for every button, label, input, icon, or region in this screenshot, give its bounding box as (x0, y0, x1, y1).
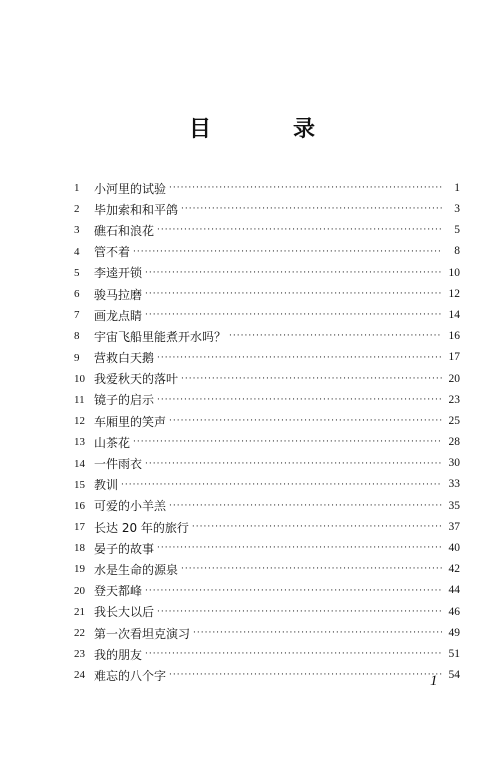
toc-entry-title: 难忘的八个字 (94, 668, 167, 683)
toc-entry-number: 9 (74, 351, 80, 364)
toc-entry-page: 40 (448, 542, 460, 555)
toc-entry-title: 我爱秋天的落叶 (94, 372, 179, 387)
toc-dot-leader (133, 438, 442, 447)
toc-dot-leader (169, 417, 442, 426)
toc-entry-page: 8 (454, 245, 460, 258)
toc-entry-number: 21 (74, 605, 85, 618)
toc-entry-title: 宇宙飞船里能煮开水吗？ (94, 329, 227, 344)
toc-entry (74, 496, 460, 517)
toc-entry (74, 178, 460, 199)
toc-entry (74, 517, 460, 538)
toc-entry-page: 54 (448, 669, 460, 682)
toc-entry-page: 1 (454, 181, 460, 194)
toc-entry-title: 晏子的故事 (94, 541, 155, 556)
toc-entry-number: 23 (74, 648, 85, 661)
toc-entry (74, 242, 460, 263)
toc-entry-title: 水是生命的源泉 (94, 562, 179, 577)
toc-dot-leader (145, 460, 442, 469)
toc-dot-leader (169, 502, 442, 511)
table-of-contents (74, 178, 460, 687)
toc-entry-number: 19 (74, 563, 85, 576)
toc-entry-number: 5 (74, 266, 80, 279)
toc-entry-number: 10 (74, 372, 85, 385)
toc-entry-page: 30 (448, 457, 460, 470)
toc-dot-leader (193, 629, 442, 638)
toc-entry-page: 35 (448, 499, 460, 512)
toc-dot-leader (145, 311, 442, 320)
toc-entry-number: 20 (74, 584, 85, 597)
toc-entry-title: 礁石和浪花 (94, 223, 155, 238)
toc-entry (74, 390, 460, 411)
toc-entry (74, 348, 460, 369)
toc-dot-leader (157, 544, 442, 553)
toc-entry (74, 559, 460, 580)
toc-entry-page: 23 (448, 393, 460, 406)
toc-dot-leader (192, 523, 442, 532)
toc-dot-leader (145, 269, 442, 278)
toc-entry-title: 小河里的试验 (94, 181, 167, 196)
toc-entry-number: 3 (74, 224, 80, 237)
toc-entry-number: 14 (74, 457, 85, 470)
toc-entry (74, 538, 460, 559)
toc-entry-number: 4 (74, 245, 80, 258)
toc-entry-number: 12 (74, 415, 85, 428)
toc-dot-leader (181, 565, 442, 574)
toc-entry (74, 623, 460, 644)
toc-entry-number: 2 (74, 203, 80, 216)
toc-entry-title: 第一次看坦克演习 (94, 626, 191, 641)
toc-entry-number: 24 (74, 669, 85, 682)
toc-dot-leader (145, 290, 442, 299)
toc-entry-page: 51 (448, 647, 460, 660)
toc-dot-leader (169, 671, 442, 680)
toc-dot-leader (181, 375, 442, 384)
toc-entry-number: 7 (74, 309, 80, 322)
toc-dot-leader (133, 248, 442, 257)
toc-dot-leader (121, 481, 442, 490)
toc-entry-number: 1 (74, 182, 80, 195)
toc-entry-number: 17 (74, 521, 85, 534)
toc-entry-number: 11 (74, 393, 85, 406)
toc-entry-title: 车厢里的笑声 (94, 414, 167, 429)
toc-entry (74, 199, 460, 220)
toc-entry (74, 432, 460, 453)
toc-entry-number: 18 (74, 542, 85, 555)
toc-entry-number: 16 (74, 499, 85, 512)
toc-entry-title: 一件雨衣 (94, 457, 143, 472)
toc-entry (74, 369, 460, 390)
toc-entry-page: 16 (448, 330, 460, 343)
toc-entry-title: 山茶花 (94, 435, 131, 450)
toc-entry-title: 毕加索和和平鸽 (94, 202, 179, 217)
toc-entry-title: 管不着 (94, 245, 131, 260)
toc-entry (74, 263, 460, 284)
toc-entry-page: 5 (454, 224, 460, 237)
page-number: 1 (430, 673, 438, 689)
toc-entry-title: 长达 20 年的旅行 (94, 520, 189, 535)
toc-entry-title: 教训 (94, 478, 119, 493)
toc-entry-title: 画龙点睛 (94, 308, 143, 323)
toc-dot-leader (169, 184, 442, 193)
toc-entry-number: 6 (74, 288, 80, 301)
toc-entry (74, 581, 460, 602)
toc-dot-leader (145, 587, 442, 596)
toc-entry-number: 15 (74, 478, 85, 491)
toc-entry (74, 453, 460, 474)
toc-dot-leader (181, 205, 442, 214)
toc-dot-leader (157, 354, 442, 363)
toc-entry-page: 33 (448, 478, 460, 491)
toc-entry-title: 我的朋友 (94, 647, 143, 662)
toc-entry-title: 登天都峰 (94, 584, 143, 599)
toc-entry-page: 12 (448, 287, 460, 300)
toc-entry-title: 营救白天鹅 (94, 351, 155, 366)
toc-entry (74, 326, 460, 347)
toc-entry-number: 8 (74, 330, 80, 343)
toc-entry-page: 25 (448, 414, 460, 427)
toc-entry (74, 475, 460, 496)
page-title: 目 录 (188, 117, 345, 142)
toc-entry-page: 20 (448, 372, 460, 385)
toc-entry (74, 220, 460, 241)
toc-dot-leader (157, 396, 442, 405)
toc-entry-number: 22 (74, 627, 85, 640)
toc-entry-page: 46 (448, 605, 460, 618)
toc-dot-leader (157, 226, 442, 235)
toc-entry (74, 284, 460, 305)
toc-entry-page: 37 (448, 520, 460, 533)
toc-entry-title: 我长大以后 (94, 605, 155, 620)
toc-entry-page: 28 (448, 436, 460, 449)
toc-entry-page: 14 (448, 308, 460, 321)
toc-entry-number: 13 (74, 436, 85, 449)
toc-dot-leader (157, 608, 442, 617)
toc-entry (74, 644, 460, 665)
toc-entry (74, 665, 460, 686)
toc-entry-title: 可爱的小羊羔 (94, 499, 167, 514)
toc-entry (74, 305, 460, 326)
toc-entry-page: 44 (448, 584, 460, 597)
toc-dot-leader (145, 650, 442, 659)
toc-entry-title: 李逵开锁 (94, 266, 143, 281)
toc-entry-page: 3 (454, 203, 460, 216)
toc-entry-title: 镜子的启示 (94, 393, 155, 408)
toc-entry (74, 411, 460, 432)
toc-entry-title: 骏马拉磨 (94, 287, 143, 302)
toc-dot-leader (229, 332, 442, 341)
toc-entry-page: 17 (448, 351, 460, 364)
toc-entry-page: 10 (448, 266, 460, 279)
toc-entry-page: 42 (448, 563, 460, 576)
toc-entry-page: 49 (448, 626, 460, 639)
toc-entry (74, 602, 460, 623)
